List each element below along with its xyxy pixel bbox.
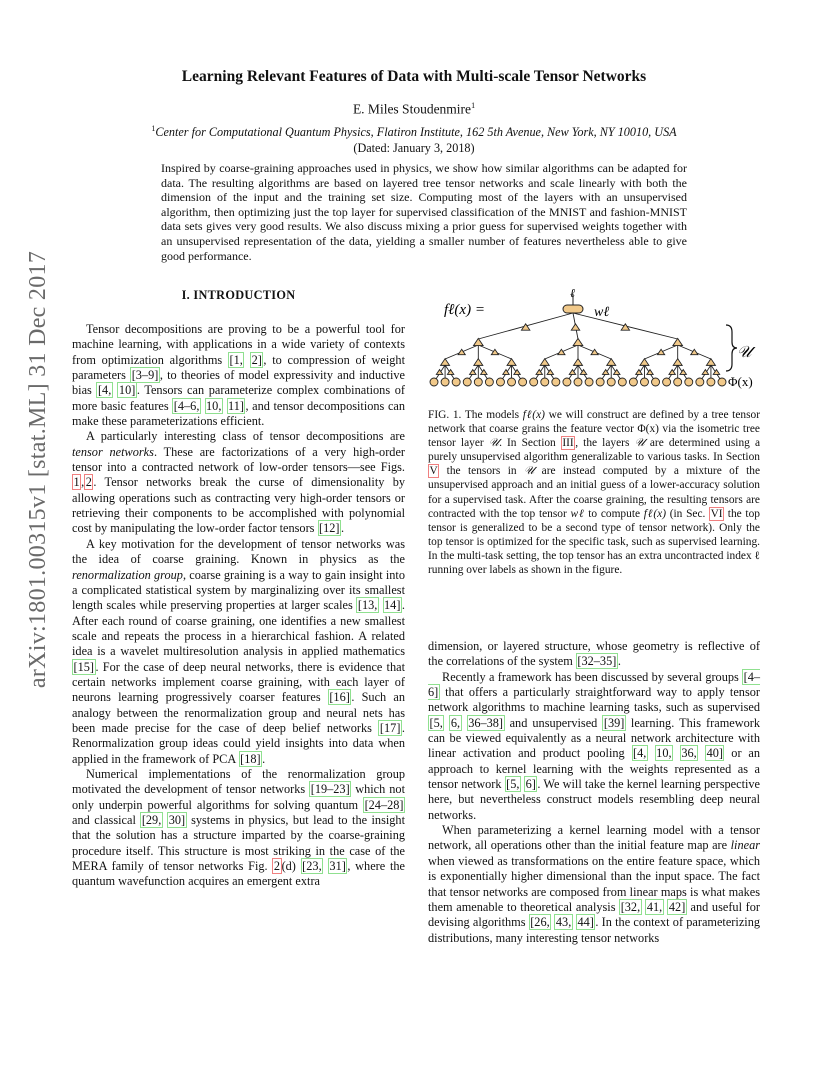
paragraph-6: Recently a framework has been discussed by several groups [4–6] that offers a particularly straightforward way to apply tensor network algorithms to machine learning tasks, such as supervised [5, 6, 36–38] and unsupervised [39] learning. This framework can be viewed equivalently as a neural network architecture with linear activation and product pooling [4, 10, 36, 40] or an approach to kernel learning with the weights represented as a tensor network [5, 6] . We will take the kernel learning perspective here, but nevertheless construct models resembling deep neural networks. — [428, 669, 761, 822]
isometry-node — [573, 338, 583, 345]
feature-node — [629, 378, 637, 386]
isometry-node — [591, 349, 598, 354]
citation-link[interactable]: [3–9] — [131, 368, 159, 383]
citation-link[interactable]: [4–6, — [173, 398, 200, 413]
citation-link[interactable]: 44] — [577, 915, 594, 930]
layer-brace — [726, 325, 737, 371]
figure-1-caption: FIG. 1. The models fℓ(x) we will construct are defined by a tree tensor network that coarse grains the feature vector Φ(x) via the isometric tree tensor layer 𝒰. In Section III , the layers 𝒰 are determined using a purely unsupervised algorithm generalizable to various tasks. In Section V the tensors in 𝒰 are instead computed by a mixture of the unsupervised approach and an initial guess of a lower-accuracy solution for a supervised task. After the coarse graining, the resulting tensors are contracted with the top tensor wℓ to compute fℓ(x) (in Sec. VI the top tensor is generalized to be a second type of tensor network). Only the top tensor is optimized for the specific task, such as supervised learning. In the multi-task setting, the top tensor has an extra uncontracted index ℓ running over labels as shown in the figure. — [428, 409, 761, 577]
citation-link[interactable]: [5, — [429, 715, 443, 730]
feature-node — [607, 378, 615, 386]
citation-link[interactable]: [29, — [141, 813, 162, 827]
citation-link[interactable]: 36–38] — [468, 715, 504, 730]
paragraph-7: When parameterizing a kernel learning model with a tensor network, all operations other than the initial feature map are linear when viewed as transformations on the entire feature space, which is exponentially higher dimensional than the input space. The fact that tensor networks are composed from linear maps is what makes them amenable to theoretical analysis [32, 41, 42] and useful for devising algorithms [26, 43, 44] . In the context of parameterizing distributions, many interesting tensor networks — [428, 823, 761, 945]
isometry-node — [571, 324, 579, 330]
paragraph-2: A particularly interesting class of tensor decompositions are tensor networks. These are factorizations of a very high-order tensor into a contracted network of low-order tensors—see Figs. 1 , 2 . Tensor networks break the curse of dimensionality by allowing operations such as contracting very high-order tensors or retrieving their components to be accomplished with polynomial cost by manipulating the low-order factor tensors [12] . — [72, 429, 406, 536]
isometry-node — [491, 349, 498, 354]
citation-link[interactable]: 6, — [450, 715, 461, 730]
citation-link[interactable]: [24–28] — [364, 797, 404, 812]
citation-link[interactable]: [16] — [329, 690, 350, 705]
arxiv-stamp-text: arXiv:1801.00315v1 [stat.ML] 31 Dec 2017 — [25, 250, 52, 688]
author-name: E. Miles Stoudenmire — [352, 101, 472, 117]
feature-node — [541, 378, 549, 386]
abstract: Inspired by coarse-graining approaches used in physics, we show how similar algorithms can be adapted for data. The resulting algorithms are based on layered tree tensor networks and scale linearly with both the dimension of the input and the training set size. Computing most of the layers with an unsupervised algorithm, then optimizing just the top layer for supervised classification of the MNIST and fashion-MNIST data sets gives very good results. We also discuss mixing a prior guess for supervised weights together with an unsupervised representation of the data, yielding a smaller number of features nevertheless able to give good performance. — [161, 161, 687, 263]
top-index-label: ℓ — [570, 286, 575, 300]
paragraph-4: Numerical implementations of the renormalization group motivated the development of tensor networks [19–23] which not only underpin powerful algorithms for solving quantum [24–28] and classical [29, 30] systems in physics, but lead to the insight that the solution has a structure imparted by the coarse-graining procedure itself. This structure is most striking in the case of the MERA family of tensor networks Fig. 2 (d) [23, 31] , where the quantum wavefunction acquires an emergent extra — [72, 766, 405, 889]
isometry-node — [640, 359, 649, 366]
feature-node — [485, 378, 493, 386]
citation-link[interactable]: 43, — [555, 915, 572, 930]
figure-1 — [428, 282, 768, 392]
feature-node — [474, 378, 482, 386]
isometry-node — [706, 359, 715, 366]
citation-link[interactable]: [18] — [240, 751, 261, 766]
citation-link[interactable]: [12] — [319, 521, 340, 536]
feature-node — [519, 378, 527, 386]
affiliation-mark: 1 — [151, 124, 156, 133]
isometry-node — [673, 359, 682, 366]
citation-link[interactable]: [26, — [530, 915, 550, 930]
left-column — [72, 322, 405, 890]
paragraph-1: Tensor decompositions are proving to be a powerful tool for machine learning, with applications in a wide variety of contexts from optimization algorithms [1, 2] , to compression of weight parameters [3–9] , to theories of model expressivity and inductive bias [4, 10] . Tensors can parameterize complex combinations of more basic features [4–6, 10, 11] , and tensor decompositions can make these parameterizations efficient. — [72, 322, 406, 429]
isometry-node — [558, 349, 565, 354]
feature-node — [552, 378, 560, 386]
isometry-node — [441, 359, 450, 366]
figure-link[interactable]: 2 — [85, 475, 92, 490]
top-tensor-label: wℓ — [594, 305, 610, 320]
citation-link[interactable]: 42] — [668, 899, 686, 914]
citation-link[interactable]: 6] — [525, 777, 536, 792]
citation-link[interactable]: 14] — [384, 598, 401, 613]
citation-link[interactable]: 10, — [656, 746, 672, 761]
affiliation-line — [0, 124, 828, 140]
citation-link[interactable]: 36, — [681, 746, 697, 761]
citation-link[interactable]: [4, — [633, 746, 647, 761]
section-heading: I. INTRODUCTION — [181, 288, 296, 302]
citation-link[interactable]: [32, — [620, 899, 641, 914]
citation-link[interactable]: [19–23] — [310, 782, 350, 797]
section-link[interactable]: III — [562, 437, 574, 450]
brace-label: 𝒰 — [737, 344, 752, 361]
feature-node — [652, 378, 660, 386]
citation-link[interactable]: [15] — [73, 659, 94, 674]
feature-node — [674, 378, 682, 386]
isometry-node — [474, 359, 483, 366]
section-link[interactable]: V — [429, 465, 438, 478]
feature-node — [496, 378, 504, 386]
right-column — [428, 639, 760, 946]
feature-node — [574, 378, 582, 386]
isometry-node — [691, 349, 698, 354]
feature-node — [696, 378, 704, 386]
isometry-node — [607, 359, 616, 366]
isometry-node — [673, 338, 683, 345]
citation-link[interactable]: [32–35] — [577, 654, 617, 669]
feature-node — [441, 378, 449, 386]
author-mark: 1 — [471, 101, 476, 110]
feature-node — [563, 378, 571, 386]
paper-title: Learning Relevant Features of Data with Multi-scale Tensor Networks — [181, 68, 647, 85]
figure-link[interactable]: 2 — [273, 859, 281, 874]
citation-link[interactable]: 31] — [329, 859, 346, 874]
citation-link[interactable]: [5, — [506, 777, 520, 792]
citation-link[interactable]: [39] — [603, 715, 625, 730]
isometry-node — [474, 338, 484, 345]
feature-node — [596, 378, 604, 386]
citation-link[interactable]: [4, — [97, 383, 112, 398]
feature-node — [640, 378, 648, 386]
tree-tensor-network-diagram — [428, 282, 768, 392]
citation-link[interactable]: [23, — [302, 859, 322, 874]
feature-node — [707, 378, 715, 386]
citation-link[interactable]: 41, — [646, 899, 663, 914]
feature-node — [430, 378, 438, 386]
paragraph-3: A key motivation for the development of tensor networks was the idea of coarse graining. Known in physics as the renormalization group, coarse graining is a way to gain insight into a complicated statistical system by marginalizing over its smallest length scales while preserving properties at larger scales [13, 14] . After each round of coarse graining, one identifies a new smallest scale and repeats the process in a hierarchical fashion. A related idea is a wavelet multiresolution analysis in applied mathematics [15] . For the case of deep neural networks, there is evidence that certain networks implement coarse graining, with each layer of neurons learning progressively coarser features [16] . Such an analogy between the renormalization group and neural nets has been made precise for the case of deep belief networks [17] . Renormalization group ideas could yield insights into data when applied in the framework of PCA [18] . — [72, 536, 405, 766]
citation-link[interactable]: 10] — [118, 383, 136, 398]
feature-node — [663, 378, 671, 386]
feature-node — [508, 378, 516, 386]
citation-link[interactable]: 2] — [251, 352, 262, 367]
paragraph-5: dimension, or layered structure, whose geometry is reflective of the correlations of the system [32–35] . — [428, 639, 760, 669]
isometry-node — [507, 359, 516, 366]
citation-link[interactable]: [13, — [357, 598, 378, 613]
feature-node — [530, 378, 538, 386]
feature-node — [463, 378, 471, 386]
feature-vector-label: Φ(x) — [728, 374, 753, 389]
author-line — [0, 101, 828, 118]
figure-link[interactable]: 1 — [73, 475, 80, 490]
arxiv-stamp — [7, 250, 71, 688]
citation-link[interactable]: [1, — [229, 352, 243, 367]
figure-lhs: fℓ(x) = — [444, 302, 485, 318]
isometry-node — [657, 349, 664, 354]
feature-node — [618, 378, 626, 386]
feature-node — [585, 378, 593, 386]
section-link[interactable]: VI — [710, 507, 723, 520]
citation-link[interactable]: [17] — [379, 720, 401, 735]
top-tensor-node — [563, 305, 583, 313]
feature-node — [718, 378, 726, 386]
feature-node — [685, 378, 693, 386]
citation-link[interactable]: 30] — [168, 813, 186, 827]
citation-link[interactable]: [4–6] — [428, 669, 760, 700]
isometry-node — [540, 359, 549, 366]
affiliation: Center for Computational Quantum Physics, Flatiron Institute, 162 5th Avenue, New York, NY 10010, USA — [155, 125, 677, 140]
citation-link[interactable]: 10, — [206, 398, 222, 413]
feature-node — [452, 378, 460, 386]
citation-link[interactable]: 11] — [228, 398, 244, 413]
isometry-node — [574, 359, 583, 366]
isometry-node — [458, 349, 465, 354]
citation-link[interactable]: 40] — [706, 746, 723, 761]
dated-line: (Dated: January 3, 2018) — [353, 141, 475, 155]
